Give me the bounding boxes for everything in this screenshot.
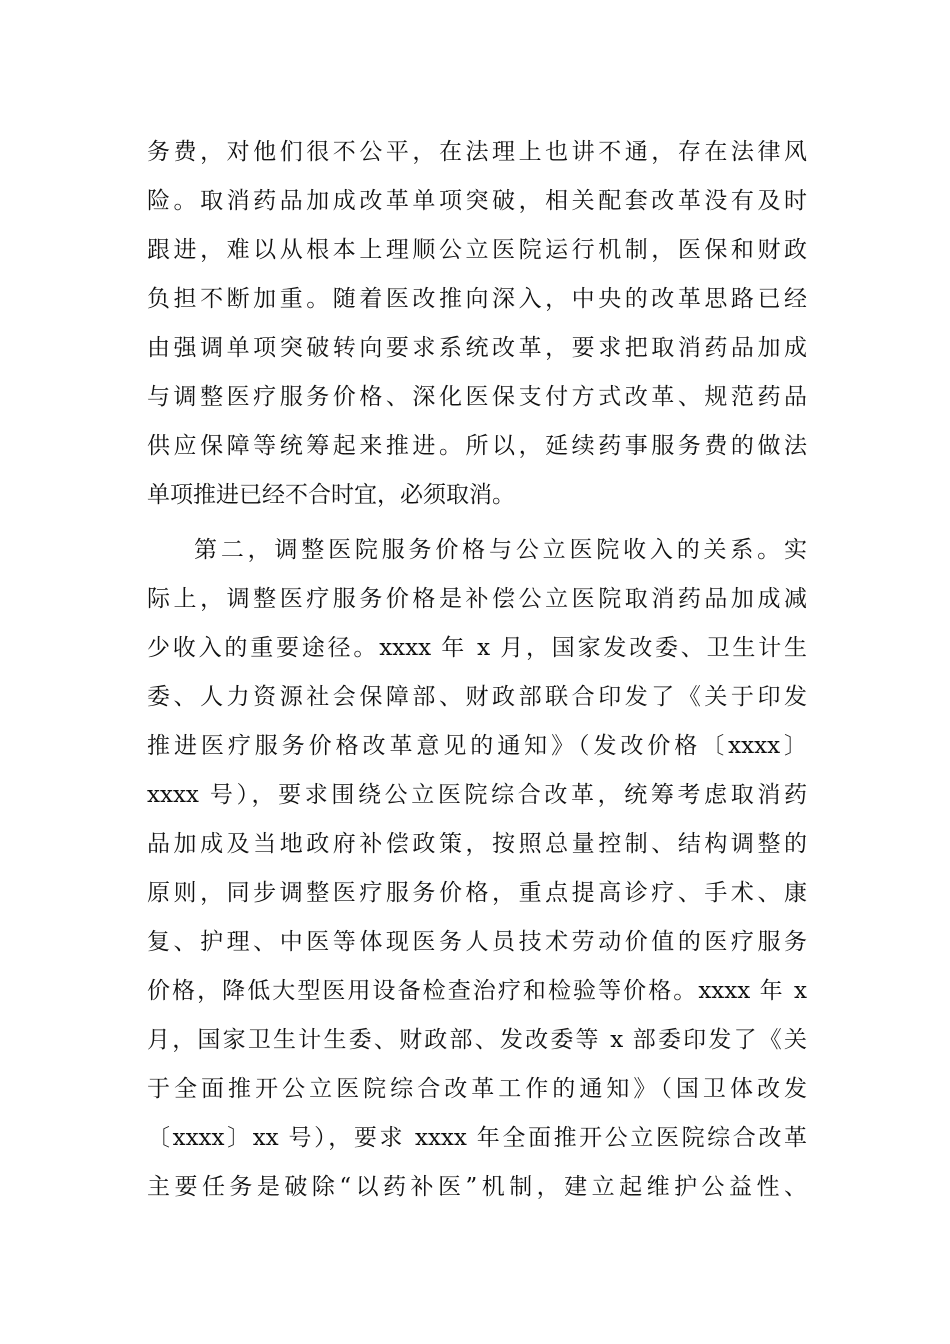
text-line: 单项推进已经不合时宜，必须取消。 xyxy=(147,482,515,508)
text-line: 价格，降低大型医用设备检查治疗和检验等价格。xxxx 年 x xyxy=(147,978,807,1004)
text-line: 月，国家卫生计生委、财政部、发改委等 x 部委印发了《关 xyxy=(147,1027,807,1053)
text-line: 由强调单项突破转向要求系统改革，要求把取消药品加成 xyxy=(147,335,807,361)
text-line: 复、护理、中医等体现医务人员技术劳动价值的医疗服务 xyxy=(147,929,807,955)
text-line: 于全面推开公立医院综合改革工作的通知》（国卫体改发 xyxy=(147,1076,807,1102)
text-line: 负担不断加重。随着医改推向深入，中央的改革思路已经 xyxy=(147,286,807,312)
text-line: 少收入的重要途径。xxxx 年 x 月，国家发改委、卫生计生 xyxy=(147,635,807,661)
text-line: 〔xxxx〕xx 号），要求 xxxx 年全面推开公立医院综合改革 xyxy=(147,1125,807,1151)
text-line: 原则，同步调整医疗服务价格，重点提高诊疗、手术、康 xyxy=(147,880,807,906)
text-line: 委、人力资源社会保障部、财政部联合印发了《关于印发 xyxy=(147,684,807,710)
text-line: 主要任务是破除“以药补医”机制，建立起维护公益性、 xyxy=(147,1174,807,1200)
text-line: 跟进，难以从根本上理顺公立医院运行机制，医保和财政 xyxy=(147,237,807,263)
text-line: 务费，对他们很不公平，在法理上也讲不通，存在法律风 xyxy=(147,139,807,165)
text-line: 际上，调整医疗服务价格是补偿公立医院取消药品加成减 xyxy=(147,586,807,612)
text-line: 与调整医疗服务价格、深化医保支付方式改革、规范药品 xyxy=(147,384,807,410)
text-line: xxxx 号），要求围绕公立医院综合改革，统筹考虑取消药 xyxy=(147,782,807,808)
text-line: 险。取消药品加成改革单项突破，相关配套改革没有及时 xyxy=(147,188,807,214)
text-line: 推进医疗服务价格改革意见的通知》（发改价格〔xxxx〕 xyxy=(147,733,807,759)
text-line: 品加成及当地政府补偿政策，按照总量控制、结构调整的 xyxy=(147,831,807,857)
paragraph-start-line: 第二，调整医院服务价格与公立医院收入的关系。实 xyxy=(194,537,807,563)
text-line: 供应保障等统筹起来推进。所以，延续药事服务费的做法 xyxy=(147,433,807,459)
